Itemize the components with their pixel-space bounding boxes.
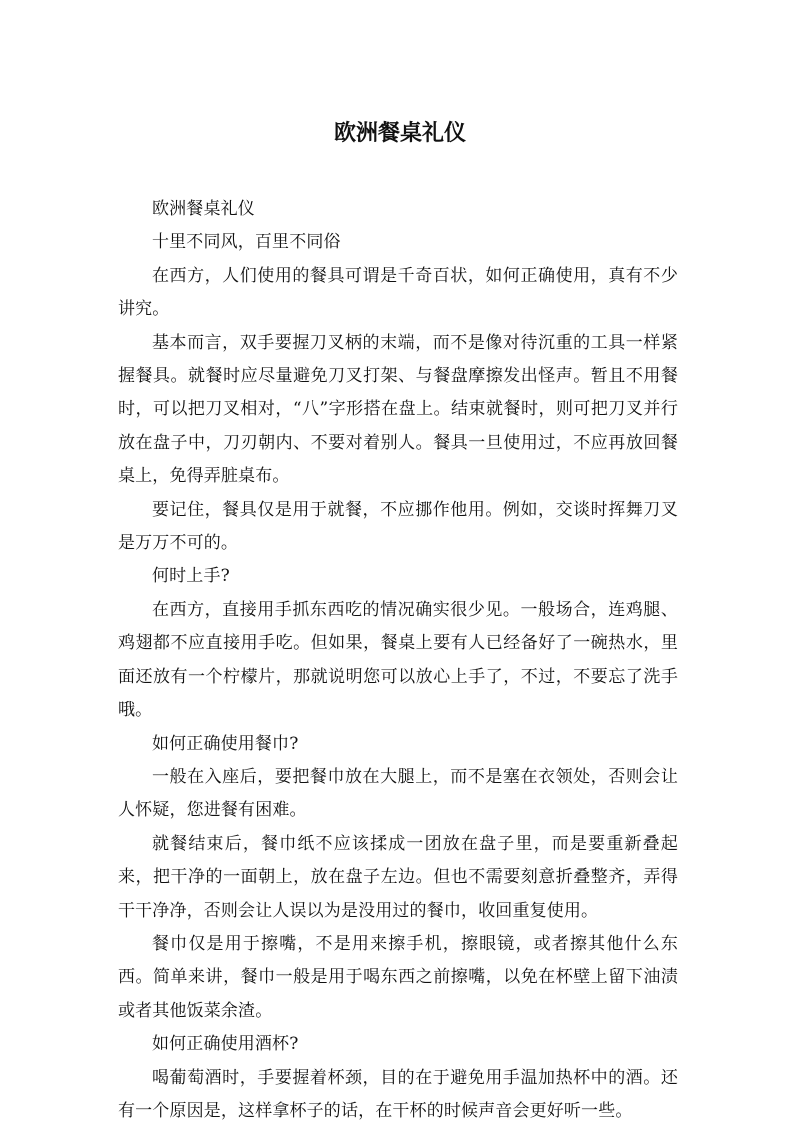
paragraph-wine-glass: 喝葡萄酒时，手要握着杯颈，目的在于避免用手温加热杯中的酒。还有一个原因是，这样拿杯子的话，在干杯的时候声音会更好听一些。 — [118, 1067, 678, 1121]
heading-wine-glass: 如何正确使用酒杯? — [152, 1034, 299, 1055]
document-body — [118, 193, 678, 1128]
paragraph-tableware-use: 要记住，餐具仅是用于就餐，不应挪作他用。例如，交谈时挥舞刀叉是万万不可的。 — [118, 499, 678, 554]
paragraph-knife-fork: 基本而言，双手要握刀叉柄的末端，而不是像对待沉重的工具一样紧握餐具。就餐时应尽量避免刀叉打架、与餐盘摩擦发出怪声。暂且不用餐时，可以把刀叉相对，“八”字形搭在盘上。结束就餐时，则可把刀叉并行放在盘子中，刀刃朝内、不要对着别人。餐具一旦使用过，不应再放回餐桌上，免得弄脏桌布。 — [118, 332, 678, 487]
paragraph-napkin-after: 就餐结束后，餐巾纸不应该揉成一团放在盘子里，而是要重新叠起来，把干净的一面朝上，放在盘子左边。但也不需要刻意折叠整齐，弄得干干净净，否则会让人误以为是没用过的餐巾，收回重复使用。 — [118, 833, 678, 921]
paragraph-napkin-use: 餐巾仅是用于擦嘴，不是用来擦手机，擦眼镜，或者擦其他什么东西。简单来讲，餐巾一般是用于喝东西之前擦嘴，以免在杯壁上留下油渍或者其他饭菜余渣。 — [118, 933, 678, 1021]
document-title: 欧洲餐桌礼仪 — [333, 121, 466, 146]
heading-napkin: 如何正确使用餐巾? — [152, 733, 299, 754]
paragraph-napkin-seat: 一般在入座后，要把餐巾放在大腿上，而不是塞在衣领处，否则会让人怀疑，您进餐有困难。 — [118, 766, 678, 821]
paragraph-subtitle: 欧洲餐桌礼仪 — [152, 199, 255, 219]
paragraph-tableware-intro: 在西方，人们使用的餐具可谓是千奇百状，如何正确使用，真有不少讲究。 — [118, 265, 678, 320]
heading-hands: 何时上手? — [152, 566, 230, 587]
paragraph-hands: 在西方，直接用手抓东西吃的情况确实很少见。一般场合，连鸡腿、鸡翅都不应直接用手吃。但如果，餐桌上要有人已经备好了一碗热水，里面还放有一个柠檬片，那就说明您可以放心上手了，不过，不要忘了洗手哦。 — [118, 599, 678, 721]
paragraph-proverb: 十里不同风，百里不同俗 — [152, 232, 341, 253]
